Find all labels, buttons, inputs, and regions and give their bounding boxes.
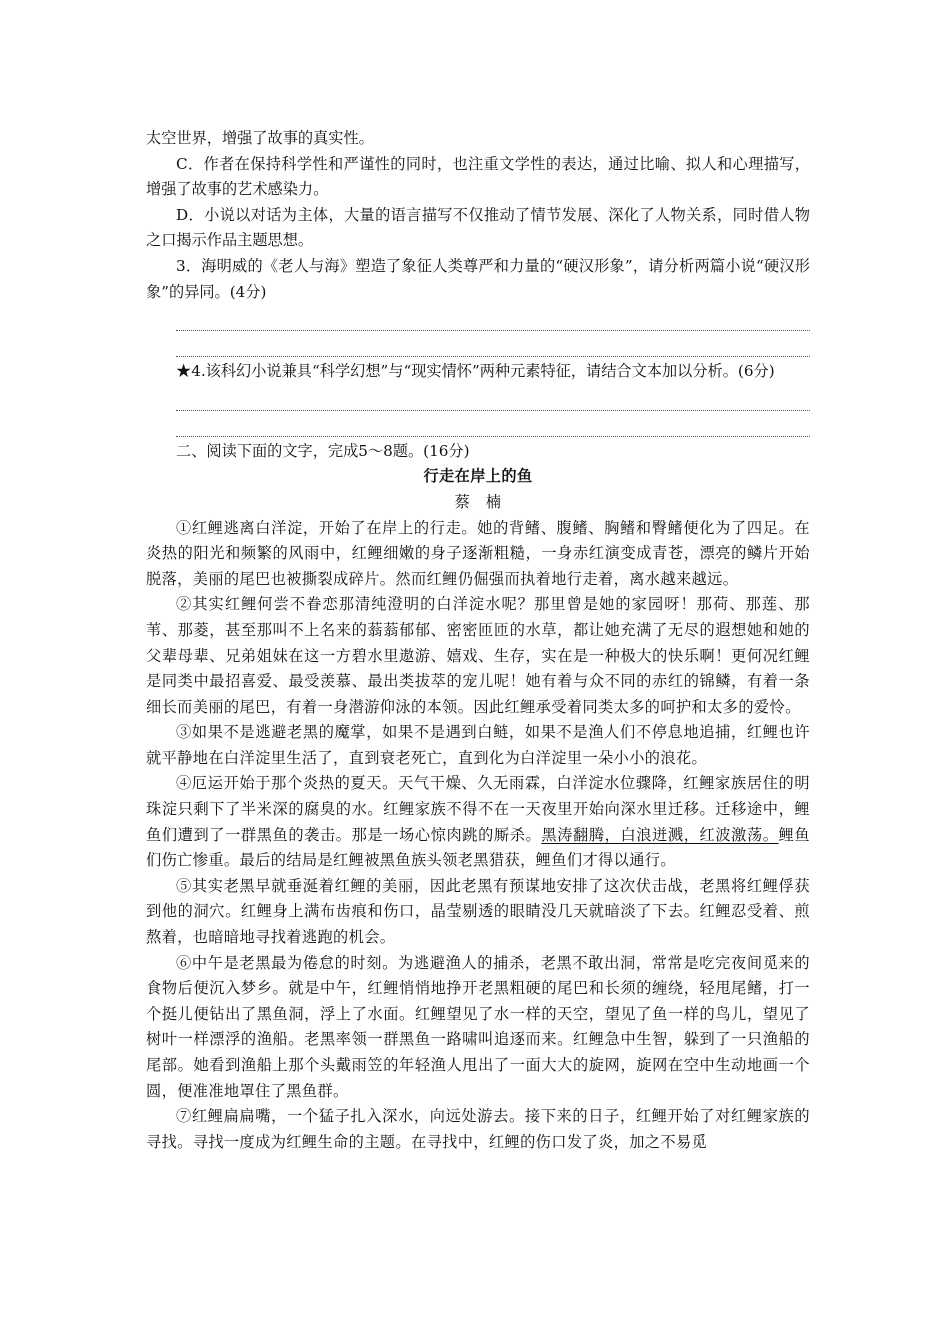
document-page — [146, 126, 810, 1155]
p4-text-after: 鲤鱼们伤亡惨重。最后的结局是红鲤被黑鱼族头领老黑猎获，鲤鱼们才得以通行。 — [146, 825, 811, 870]
question-3: 3．海明威的《老人与海》塑造了象征人类尊严和力量的“硬汉形象”，请分析两篇小说“硬汉形象”的异同。(4分) — [146, 256, 810, 301]
answer-line[interactable] — [176, 385, 810, 411]
article-paragraph-7: ⑦红鲤扁扁嘴，一个猛子扎入深水，向远处游去。接下来的日子，红鲤开始了对红鲤家族的寻找。寻找一度成为红鲤生命的主题。在寻找中，红鲤的伤口发了炎，加之不易觅 — [146, 1107, 810, 1151]
article-paragraph-1: ①红鲤逃离白洋淀，开始了在岸上的行走。她的背鳍、腹鳍、胸鳍和臀鳍便化为了四足。在炎热的阳光和频繁的风雨中，红鲤细嫩的身子逐渐粗糙，一身赤红演变成青苍，漂亮的鳞片开始脱落，美丽的尾巴也被撕裂成碎片。然而红鲤仍倔强而执着地行走着，离水越来越远。 — [146, 518, 810, 588]
article-paragraph-4 — [146, 771, 810, 873]
article-author: 蔡 楠 — [454, 492, 502, 511]
article-paragraph-3: ③如果不是逃避老黑的魔掌，如果不是遇到白鲢，如果不是渔人们不停息地追捕，红鲤也许就平静地在白洋淀里生活了，直到衰老死亡，直到化为白洋淀里一朵小小的浪花。 — [146, 723, 810, 767]
article-paragraph-6: ⑥中午是老黑最为倦怠的时刻。为逃避渔人的捕杀，老黑不敢出洞，常常是吃完夜间觅来的食物后便沉入梦乡。就是中午，红鲤悄悄地挣开老黑粗硬的尾巴和长须的缠绕，轻甩尾鳍，打一个挺儿便钻出了黑鱼洞，浮上了水面。红鲤望见了水一样的天空，望见了鱼一样的鸟儿，望见了树叶一样漂浮的渔船。老黑率领一群黑鱼一路啸叫追逐而来。红鲤急中生智，躲到了一只渔船的尾部。她看到渔船上那个头戴雨笠的年轻渔人甩出了一面大大的旋网，旋网在空中生动地画一个圆，便准准地罩住了黑鱼群。 — [146, 953, 810, 1100]
answer-line[interactable] — [176, 305, 810, 331]
answer-line[interactable] — [176, 411, 810, 437]
p4-underlined-sentence: 黑涛翻腾，白浪迸溅，红波激荡。 — [541, 825, 779, 844]
option-d: D．小说以对话为主体，大量的语言描写不仅推动了情节发展、深化了人物关系，同时借人物之口揭示作品主题思想。 — [146, 205, 810, 250]
p4-text-before: ④厄运开始于那个炎热的夏天。天气干燥、久无雨霖，白洋淀水位骤降，红鲤家族居住的明珠淀只剩下了半米深的腐臭的水。红鲤家族不得不在一天夜里开始向深水里迁移。迁移途中，鲤鱼们遭到了一群黑鱼的袭击。那是一场心惊肉跳的厮杀。 — [146, 774, 810, 844]
question-4: ★4.该科幻小说兼具“科学幻想”与“现实情怀”两种元素特征，请结合文本加以分析。(6分) — [176, 362, 775, 381]
reading-article — [146, 464, 810, 1155]
article-title: 行走在岸上的鱼 — [423, 467, 533, 486]
option-c: C．作者在保持科学性和严谨性的同时，也注重文学性的表达，通过比喻、拟人和心理描写，增强了故事的艺术感染力。 — [146, 154, 810, 199]
section-2-heading: 二、阅读下面的文字，完成5～8题。(16分) — [176, 441, 470, 460]
article-paragraph-2: ②其实红鲤何尝不眷恋那清纯澄明的白洋淀水呢？那里曾是她的家园呀！那荷、那莲、那苇、那菱，甚至那叫不上名来的蓊蓊郁郁、密密匝匝的水草，都让她充满了无尽的遐想她和她的父辈母辈、兄弟姐妹在这一方碧水里遨游、嬉戏、生存，实在是一种极大的快乐啊！更何况红鲤是同类中最招喜爱、最受羡慕、最出类拔萃的宠儿呢！她有着与众不同的赤红的锦鳞，有着一条细长而美丽的尾巴，有着一身潜游仰泳的本领。因此红鲤承受着同类太多的呵护和太多的爱怜。 — [146, 595, 810, 716]
answer-line[interactable] — [176, 331, 810, 357]
article-paragraph-5: ⑤其实老黑早就垂涎着红鲤的美丽，因此老黑有预谋地安排了这次伏击战，老黑将红鲤俘获到他的洞穴。红鲤身上满布齿痕和伤口，晶莹剔透的眼睛没几天就暗淡了下去。红鲤忍受着、煎熬着，也暗暗地寻找着逃跑的机会。 — [146, 876, 810, 947]
option-b-continuation: 太空世界，增强了故事的真实性。 — [146, 129, 374, 147]
